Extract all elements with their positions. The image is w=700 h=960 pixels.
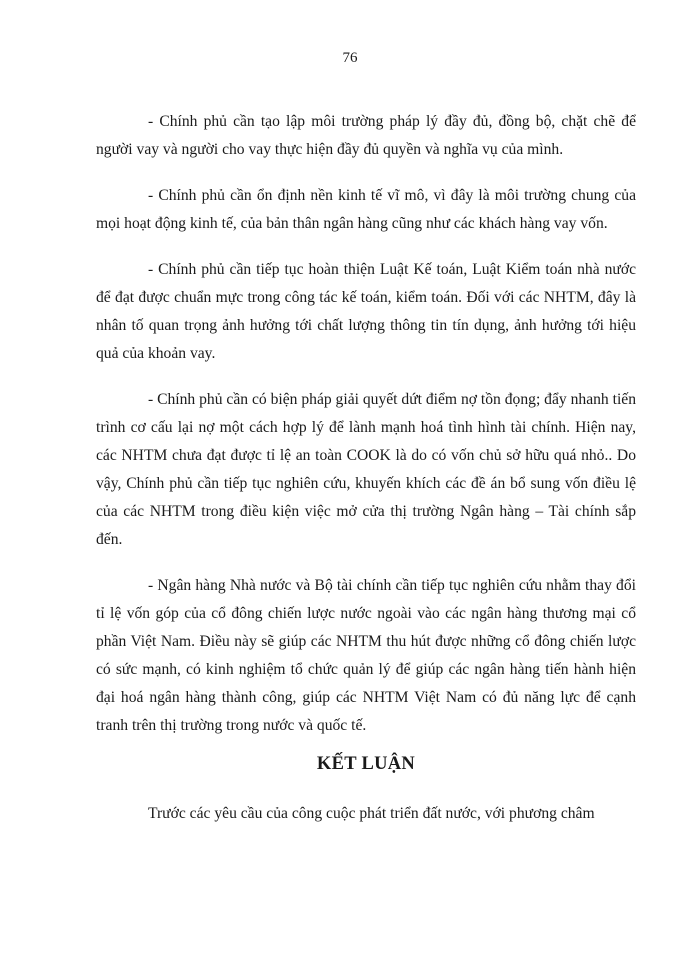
paragraph-bad-debt: - Chính phủ cần có biện pháp giải quyết dứt điểm nợ tồn đọng; đẩy nhanh tiến trình cơ cấu lại nợ một cách hợp lý để lành mạnh hoá tình hình tài chính. Hiện nay, các NHTM chưa đạt được tỉ lệ an toàn COOK là do có vốn chủ sở hữu quá nhỏ.. Do vậy, Chính phủ cần tiếp tục nghiên cứu, khuyến khích các đề án bổ sung vốn điều lệ của các NHTM trong điều kiện việc mở cửa thị trường Ngân hàng – Tài chính sắp đến.: [96, 391, 636, 548]
paragraph-accounting-law: - Chính phủ cần tiếp tục hoàn thiện Luật Kế toán, Luật Kiểm toán nhà nước để đạt được chuẩn mực trong công tác kế toán, kiểm toán. Đối với các NHTM, đây là nhân tố quan trọng ảnh hưởng tới chất lượng thông tin tín dụng, ảnh hưởng tới hiệu quả của khoản vay.: [96, 261, 636, 362]
conclusion-heading: KẾT LUẬN: [316, 754, 416, 774]
paragraph-legal-environment: - Chính phủ cần tạo lập môi trường pháp lý đầy đủ, đồng bộ, chặt chẽ để người vay và người cho vay thực hiện đầy đủ quyền và nghĩa vụ của mình.: [96, 113, 636, 158]
paragraph-macro-stability: - Chính phủ cần ổn định nền kinh tế vĩ mô, vì đây là môi trường chung của mọi hoạt động kinh tế, của bản thân ngân hàng cũng như các khách hàng vay vốn.: [96, 187, 636, 232]
paragraph-foreign-shareholders: - Ngân hàng Nhà nước và Bộ tài chính cần tiếp tục nghiên cứu nhằm thay đổi tỉ lệ vốn góp của cổ đông chiến lược nước ngoài vào các ngân hàng thương mại cổ phần Việt Nam. Điều này sẽ giúp các NHTM thu hút được những cổ đông chiến lược có sức mạnh, có kinh nghiệm tổ chức quản lý để giúp các ngân hàng tiến hành hiện đại hoá ngân hàng thành công, giúp các NHTM Việt Nam có đủ năng lực để cạnh tranh trên thị trường trong nước và quốc tế.: [96, 577, 636, 734]
paragraph-conclusion-start: Trước các yêu cầu của công cuộc phát triển đất nước, với phương châm: [148, 805, 595, 822]
document-body: [96, 108, 636, 846]
page-number: 76: [342, 50, 358, 66]
